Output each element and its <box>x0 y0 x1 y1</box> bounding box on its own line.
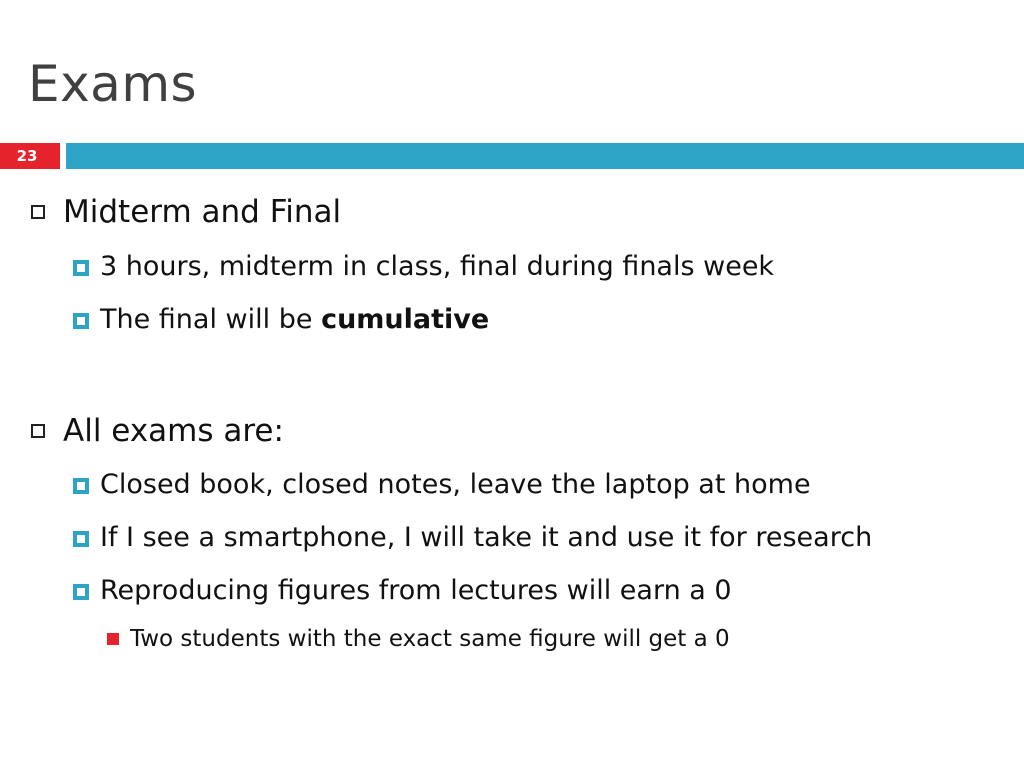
slide-title: Exams <box>28 55 198 113</box>
bullet-final-cumulative <box>100 302 489 338</box>
bullet-smartphone: If I see a smartphone, I will take it and use it for research <box>100 522 873 553</box>
square-bullet-icon <box>73 531 89 547</box>
square-bullet-icon <box>73 260 89 276</box>
red-square-bullet-icon <box>107 633 119 645</box>
bullet-text-prefix: The final will be <box>100 304 322 335</box>
title-divider-bar <box>66 143 1024 169</box>
square-bullet-icon <box>73 313 89 329</box>
hollow-square-bullet-icon <box>31 424 45 438</box>
section-heading-all-exams: All exams are: <box>63 413 284 449</box>
hollow-square-bullet-icon <box>31 205 45 219</box>
bullet-exam-duration: 3 hours, midterm in class, final during finals week <box>100 251 775 282</box>
square-bullet-icon <box>73 478 89 494</box>
slide-number-badge: 23 <box>0 143 60 169</box>
bullet-closed-book: Closed book, closed notes, leave the laptop at home <box>100 469 811 500</box>
subbullet-same-figure: Two students with the exact same figure will get a 0 <box>130 626 730 652</box>
emphasis-cumulative: cumulative <box>321 304 490 335</box>
section-heading-midterm-final: Midterm and Final <box>63 194 342 230</box>
bullet-reproducing-figures: Reproducing figures from lectures will earn a 0 <box>100 575 732 606</box>
square-bullet-icon <box>73 584 89 600</box>
